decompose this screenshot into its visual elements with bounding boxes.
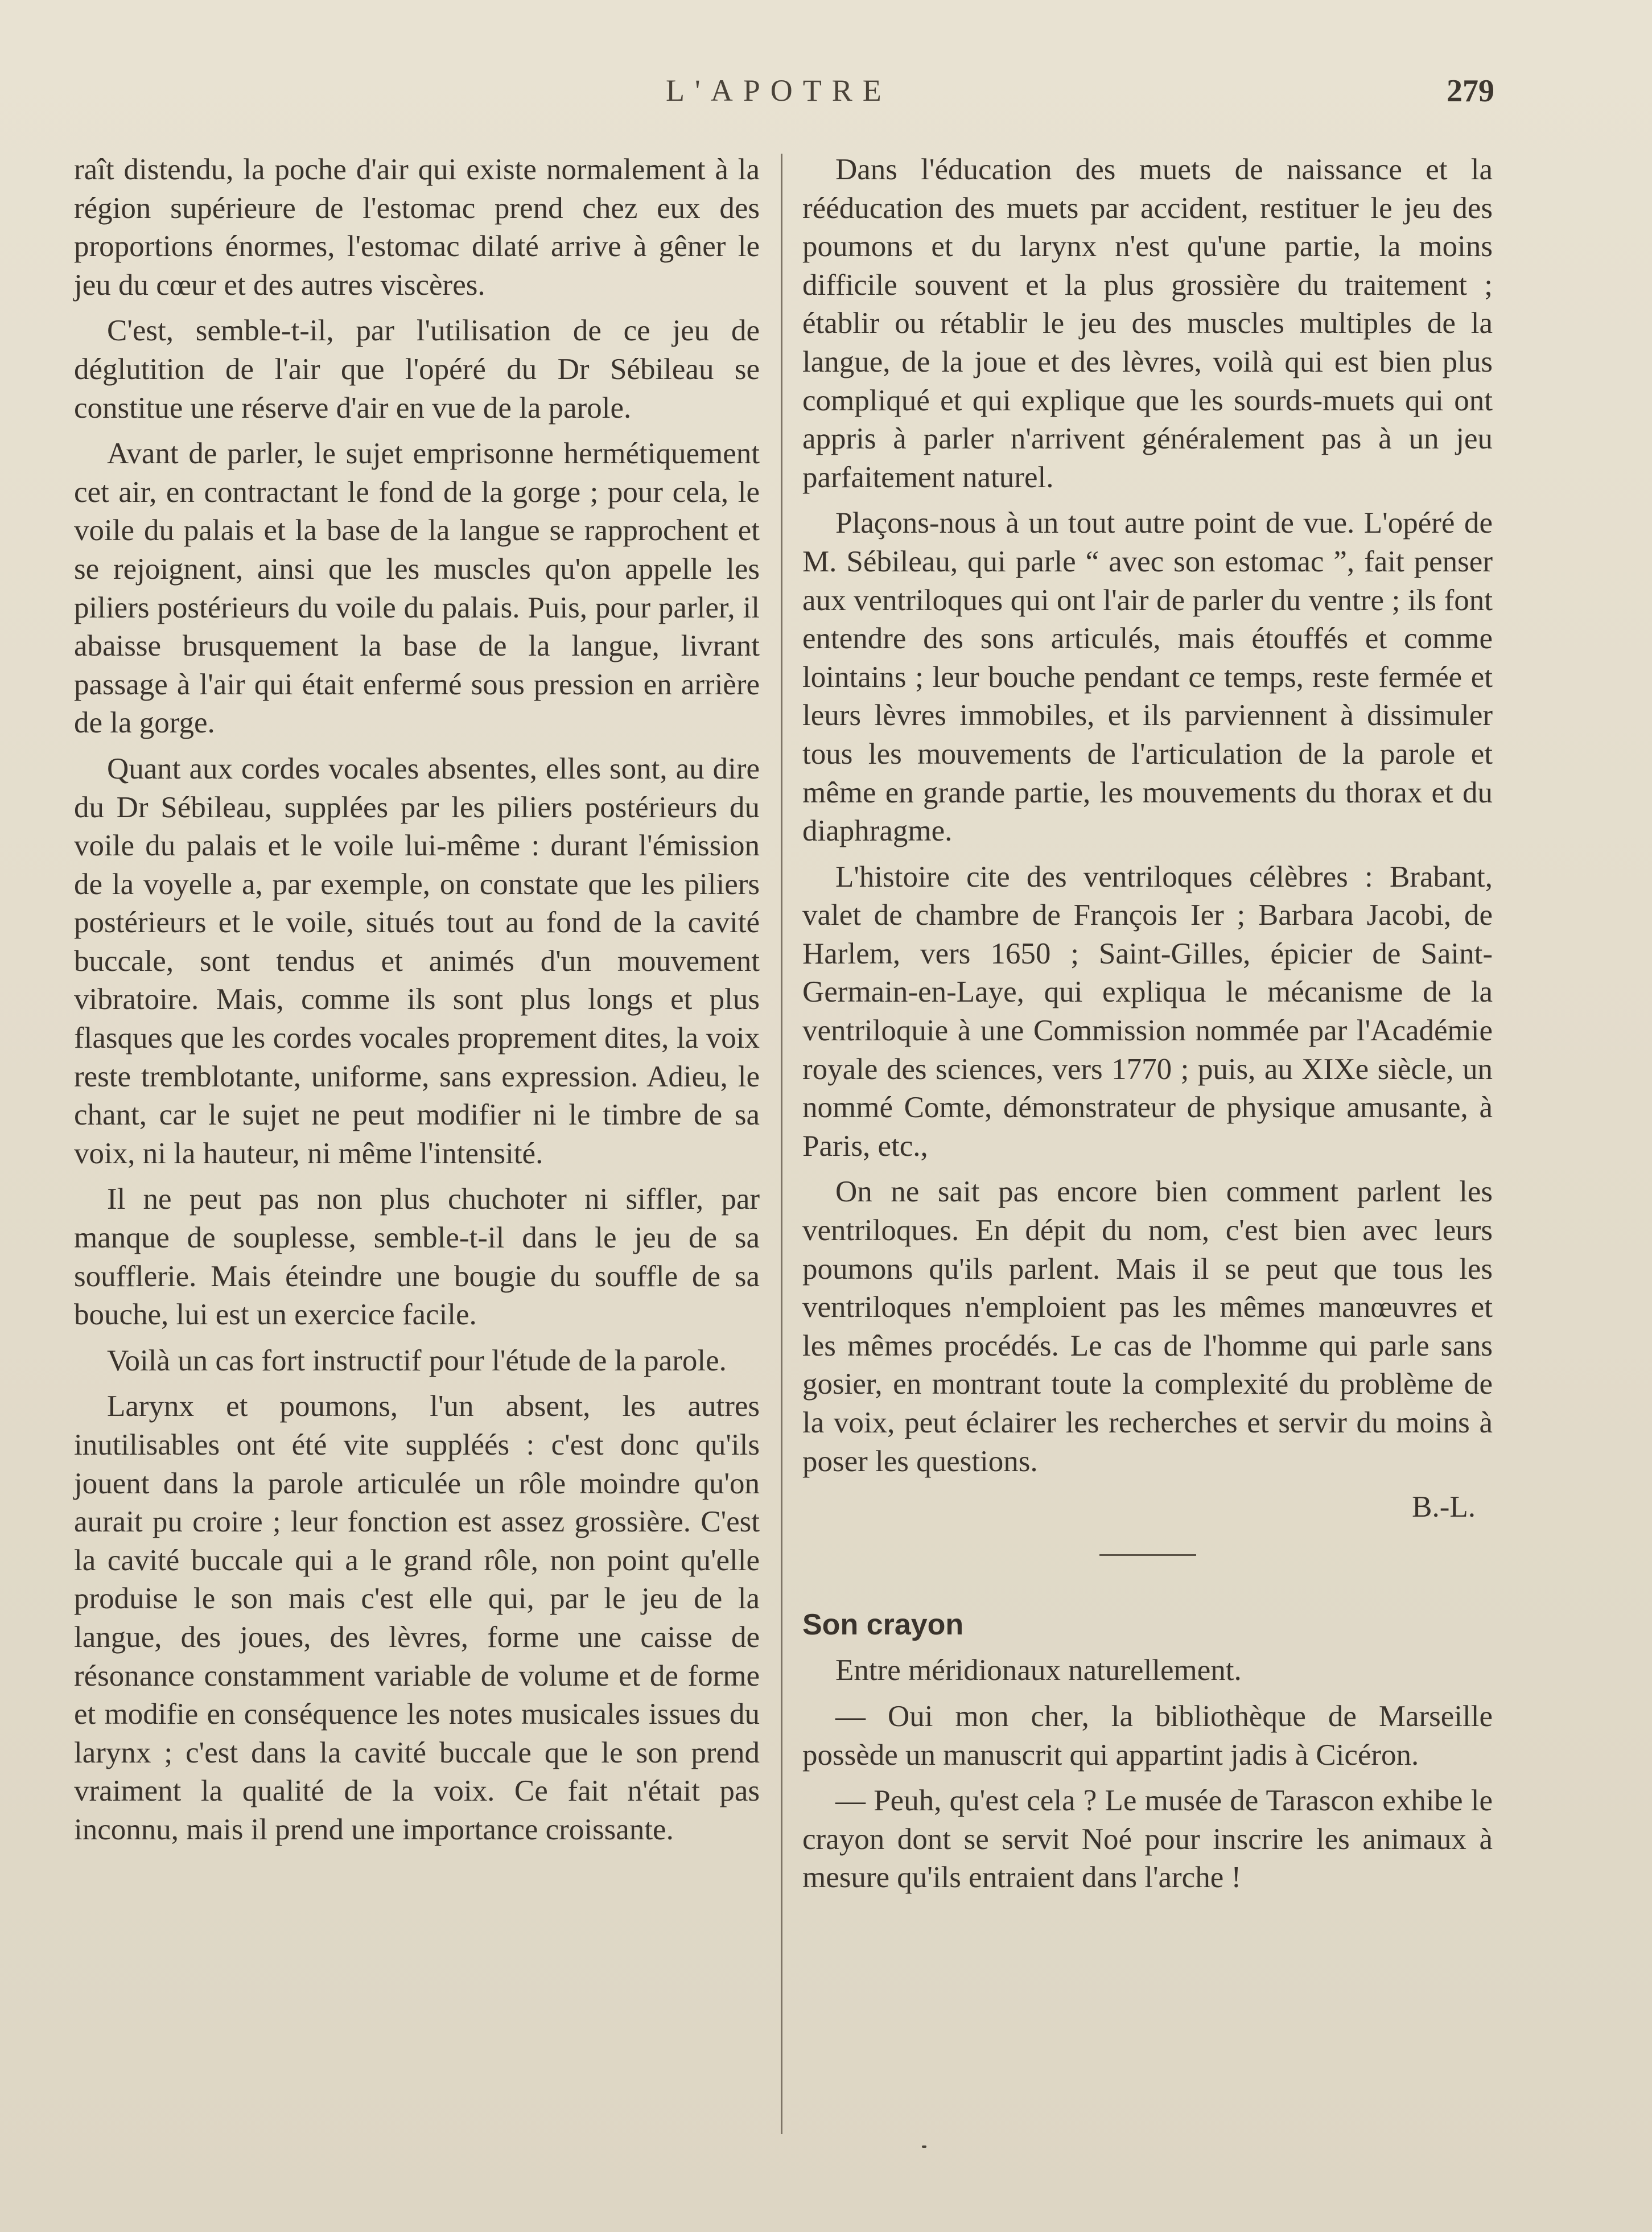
paragraph: Avant de parler, le sujet emprisonne hermétiquement cet air, en contractant le fond de la gorge ; pour cela, le voile du palais et la base de la langue se rapprochent et se rejoignent, ainsi que les muscles qu'on appelle les piliers postérieurs du voile du palais. Puis, pour parler, il abaisse brusquement la base de la langue, livrant passage à l'air qui était enfermé sous pression en arrière de la gorge. — [74, 437, 760, 740]
print-speck — [922, 2145, 926, 2148]
paragraph: Entre méridionaux naturellement. — [835, 1654, 1242, 1687]
page-number: 279 — [1447, 73, 1494, 109]
running-title: L'APOTRE — [666, 73, 892, 108]
paragraph: L'histoire cite des ventriloques célèbres : Brabant, valet de chambre de François Ier ; Barbara Jacobi, de Harlem, vers 1650 ; Saint-Gilles, épicier de Saint-Germain-en-Laye, qui expliqua le mécanisme de la ventriloquie à une Commission nommée par l'Académie royale des sciences, vers 1770 ; puis, au XIXe siècle, un nommé Comte, démonstrateur de physique amusante, à Paris, etc., — [802, 860, 1493, 1163]
left-column — [74, 151, 760, 1857]
paragraph: Voilà un cas fort instructif pour l'étude de la parole. — [107, 1344, 727, 1377]
paragraph: C'est, semble-t-il, par l'utilisation de ce jeu de déglutition de l'air que l'opéré du Dr Sébileau se constitue une réserve d'air en vue de la parole. — [74, 314, 760, 425]
right-column — [802, 151, 1493, 1905]
page-header — [0, 73, 1652, 118]
paragraph: raît distendu, la poche d'air qui existe normalement à la région supérieure de l'estomac prend chez eux des proportions énormes, l'estomac dilaté arrive à gêner le jeu du cœur et des autres viscères. — [74, 153, 760, 302]
paragraph: Dans l'éducation des muets de naissance et la rééducation des muets par accident, restituer le jeu des poumons et du larynx n'est qu'une partie, la moins difficile souvent et la plus grossière du traitement ; établir ou rétablir le jeu des muscles multiples de la langue, de la joue et des lèvres, voilà qui est bien plus compliqué et qui explique que les sourds-muets qui ont appris à parler n'arrivent généralement pas à un jeu parfaitement naturel. — [802, 153, 1493, 494]
paragraph: — Peuh, qu'est cela ? Le musée de Tarascon exhibe le crayon dont se servit Noé pour inscrire les animaux à mesure qu'ils entraient dans l'arche ! — [802, 1784, 1493, 1895]
paragraph: Il ne peut pas non plus chuchoter ni siffler, par manque de souplesse, semble-t-il dans le jeu de sa soufflerie. Mais éteindre une bougie du souffle de sa bouche, lui est un exercice facile. — [74, 1183, 760, 1332]
column-divider — [781, 154, 782, 2134]
paragraph: Plaçons-nous à un tout autre point de vue. L'opéré de M. Sébileau, qui parle “ avec son estomac ”, fait penser aux ventriloques qui ont l'air de parler du ventre ; ils font entendre des sons articulés, mais étouffés et comme lointains ; leur bouche pendant ce temps, reste fermée et leurs lèvres immobiles, et ils parviennent à dissimuler tous les mouvements de l'articulation de la parole et même en grande partie, les mouvements du thorax et du diaphragme. — [802, 506, 1493, 848]
paragraph: Larynx et poumons, l'un absent, les autres inutilisables ont été vite suppléés : c'est donc qu'ils jouent dans la parole articulée un rôle moindre qu'on aurait pu croire ; leur fonction est assez grossière. C'est la cavité buccale qui a le grand rôle, non point qu'elle produise le son mais c'est elle qui, par le jeu de la langue, des joues, des lèvres, forme une caisse de résonance constamment variable de volume et de forme et modifie en conséquence les notes musicales issues du larynx ; c'est dans la cavité buccale que le son prend vraiment la qualité de la voix. Ce fait n'était pas inconnu, mais il prend une importance croissante. — [74, 1390, 760, 1846]
paragraph: — Oui mon cher, la bibliothèque de Marseille possède un manuscrit qui appartint jadis à Cicéron. — [802, 1699, 1493, 1772]
paragraph: On ne sait pas encore bien comment parlent les ventriloques. En dépit du nom, c'est bien avec leurs poumons qu'ils parlent. Mais il se peut que tous les ventriloques n'emploient pas les mêmes manœuvres et les mêmes procédés. Le cas de l'homme qui parle sans gosier, en montrant toute la complexité du problème de la voix, peut éclairer les recherches et servir du moins à poser les questions. — [802, 1175, 1493, 1478]
section-title: Son crayon — [802, 1608, 964, 1641]
author-signature: B.-L. — [1412, 1490, 1476, 1524]
paragraph: Quant aux cordes vocales absentes, elles sont, au dire du Dr Sébileau, supplées par les piliers postérieurs du voile du palais et le voile lui-même : durant l'émission de la voyelle a, par exemple, on constate que les piliers postérieurs et le voile, situés tout au fond de la cavité buccale, sont tendus et animés d'un mouvement vibratoire. Mais, comme ils sont plus longs et plus flasques que les cordes vocales proprement dites, la voix reste tremblotante, uniforme, sans expression. Adieu, le chant, car le sujet ne peut modifier ni le timbre de sa voix, ni la hauteur, ni même l'intensité. — [74, 752, 760, 1170]
section-divider — [1099, 1554, 1196, 1556]
